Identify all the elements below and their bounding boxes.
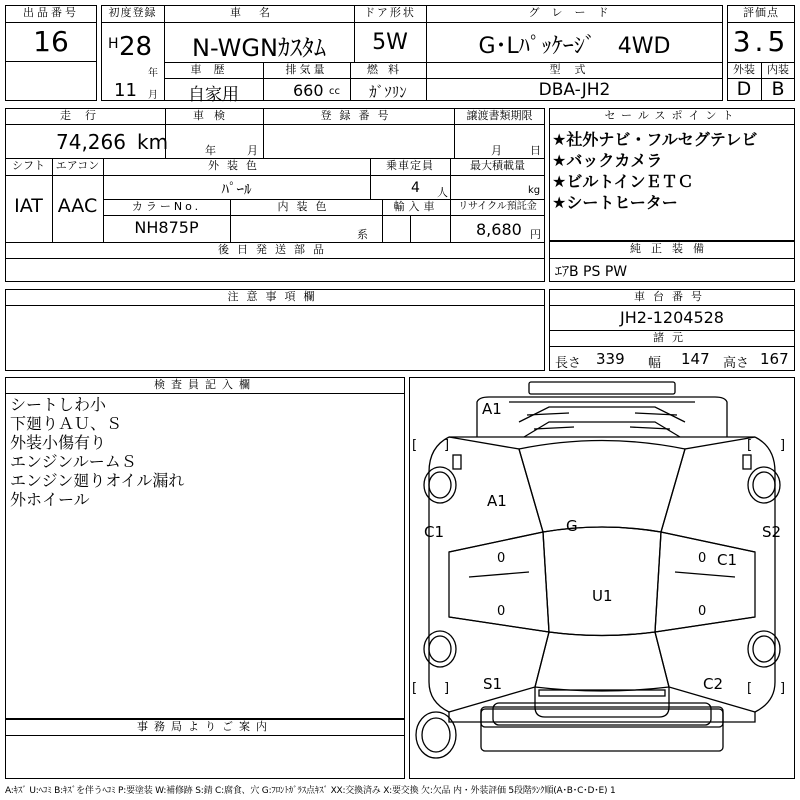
transfer-day: 日 bbox=[530, 144, 541, 157]
bracket-mark: [ bbox=[412, 438, 418, 453]
damage-mark: A1 bbox=[482, 400, 502, 418]
sales-point-item: ★シートヒーター bbox=[552, 193, 678, 212]
recycle-fee-unit: 円 bbox=[530, 228, 541, 241]
inspector-note: シートしわ小 bbox=[10, 395, 107, 414]
recycle-label: リサイクル預託金 bbox=[458, 201, 537, 212]
aircon-label: エアコン bbox=[55, 159, 100, 172]
inspection-month: 月 bbox=[247, 144, 258, 157]
inspector-label: 検査員記入欄 bbox=[154, 378, 256, 391]
equipment: ｴｱB PS PW bbox=[555, 264, 628, 280]
exterior-color: ﾊﾟｰﾙ bbox=[221, 180, 252, 198]
inspector-note: 外ホイール bbox=[10, 490, 90, 509]
exterior-score: D bbox=[736, 78, 752, 100]
width-label: 幅 bbox=[648, 356, 662, 371]
chassis-label: 車台番号 bbox=[634, 290, 710, 303]
zero-mark: 0 bbox=[497, 604, 506, 619]
zero-mark: 0 bbox=[497, 551, 506, 566]
damage-mark: C2 bbox=[703, 675, 724, 693]
damage-mark: A1 bbox=[487, 492, 507, 510]
height-label: 高さ bbox=[723, 356, 750, 371]
reg-year: 28 bbox=[119, 32, 153, 62]
capacity-unit: 人 bbox=[437, 186, 448, 199]
bracket-mark: ] bbox=[444, 681, 450, 696]
max-load-label: 最大積載量 bbox=[470, 159, 525, 172]
door: 5W bbox=[372, 30, 408, 55]
damage-mark: S2 bbox=[762, 523, 782, 541]
damage-mark: C1 bbox=[424, 523, 445, 541]
sales-points-list bbox=[552, 129, 757, 213]
history: 自家用 bbox=[188, 85, 239, 105]
score-label: 評価点 bbox=[743, 6, 779, 19]
dims-label: 諸元 bbox=[653, 331, 691, 344]
fuel-label: 燃料 bbox=[367, 63, 409, 76]
exterior-color-label: 外装色 bbox=[208, 159, 265, 172]
length-label: 長さ bbox=[555, 356, 582, 371]
transfer-month: 月 bbox=[491, 144, 502, 157]
interior-score: B bbox=[771, 78, 785, 100]
inspection-label: 車検 bbox=[193, 109, 235, 122]
grade: G･Lﾊﾟｯｹｰｼﾞ 4WD bbox=[478, 34, 671, 59]
length: 339 bbox=[596, 350, 625, 368]
color-no-label: カラーNo. bbox=[131, 200, 202, 213]
first-reg-label: 初度登録 bbox=[108, 6, 157, 19]
sales-point-item: ★社外ナビ・フルセグテレビ bbox=[552, 130, 758, 149]
width: 147 bbox=[681, 350, 710, 368]
interior-color-unit: 系 bbox=[357, 228, 368, 241]
damage-mark: S1 bbox=[483, 675, 503, 693]
recycle-fee: 8,680 bbox=[476, 220, 522, 239]
model-label: 型式 bbox=[549, 63, 600, 76]
history-label: 車歴 bbox=[190, 63, 237, 76]
bracket-mark: ] bbox=[780, 681, 786, 696]
transfer-deadline-label: 譲渡書類期限 bbox=[466, 109, 533, 122]
shift: IAT bbox=[14, 195, 43, 217]
door-label: ドア形状 bbox=[364, 6, 416, 19]
legend: A:ｷｽﾞ U:ﾍｺﾐ B:ｷｽﾞを伴うﾍｺﾐ P:要塗装 W:補修跡 S:錆 C:腐食、穴 G:ﾌﾛﾝﾄｶﾞﾗｽ点ｷｽﾞ XX:交換済み X:要交換 欠:欠品 内・外装評価 5段階ﾗﾝｸ順(A･B･C･D･E) 1 bbox=[5, 786, 616, 796]
interior-color-label: 内装色 bbox=[277, 200, 335, 213]
reg-month: 11 bbox=[114, 80, 137, 101]
displacement: 660 bbox=[293, 81, 324, 100]
bracket-mark: ] bbox=[444, 438, 450, 453]
mileage-label: 走行 bbox=[60, 109, 110, 122]
sales-point-item: ★ビルトインＥＴＣ bbox=[552, 172, 694, 191]
lot-number: 16 bbox=[33, 25, 69, 58]
car-diagram bbox=[409, 377, 795, 779]
displacement-unit: cc bbox=[329, 86, 340, 97]
mileage-unit: km bbox=[137, 130, 169, 154]
lot-number-label: 出品番号 bbox=[23, 6, 79, 19]
equipment-label: 純正装備 bbox=[630, 242, 714, 255]
reg-year-unit: 年 bbox=[148, 68, 158, 79]
displacement-label: 排気量 bbox=[285, 63, 328, 76]
chassis-number: JH2-1204528 bbox=[620, 308, 724, 327]
model: DBA-JH2 bbox=[538, 80, 611, 100]
damage-mark: U1 bbox=[592, 587, 613, 605]
car-name-label: 車名 bbox=[230, 6, 288, 19]
era: H bbox=[108, 36, 119, 52]
reg-month-unit: 月 bbox=[148, 90, 158, 101]
notes-label: 注意事項欄 bbox=[227, 290, 323, 303]
bracket-mark: ] bbox=[780, 438, 786, 453]
later-parts-label: 後日発送部品 bbox=[218, 243, 332, 256]
inspector-note: 外装小傷有り bbox=[10, 433, 107, 452]
mileage: 74,266 bbox=[56, 130, 126, 154]
car-name: N-WGNｶｽﾀﾑ bbox=[192, 34, 326, 62]
height: 167 bbox=[760, 350, 789, 368]
bracket-mark: [ bbox=[412, 681, 418, 696]
office-label: 事務局よりご案内 bbox=[137, 720, 273, 733]
sales-points-label: セールスポイント bbox=[604, 109, 740, 122]
fuel: ｶﾞｿﾘﾝ bbox=[369, 83, 407, 101]
inspector-note: エンジンルームＳ bbox=[10, 452, 137, 471]
score: 3.5 bbox=[732, 25, 790, 58]
sales-point-item: ★バックカメラ bbox=[552, 151, 663, 170]
grade-label: グレード bbox=[528, 6, 621, 19]
damage-mark: G bbox=[566, 517, 578, 535]
inspector-notes bbox=[10, 395, 184, 509]
interior-label: 内装 bbox=[767, 63, 789, 76]
shift-label: シフト bbox=[12, 159, 45, 172]
damage-mark: C1 bbox=[717, 551, 738, 569]
exterior-label: 外装 bbox=[733, 63, 755, 76]
aircon: AAC bbox=[57, 195, 98, 217]
capacity: 4 bbox=[411, 180, 420, 196]
color-no: NH875P bbox=[134, 218, 199, 237]
import-label: 輸入車 bbox=[393, 200, 439, 213]
inspector-note: エンジン廻りオイル漏れ bbox=[10, 471, 185, 490]
inspector-note: 下廻りＡＵ、Ｓ bbox=[10, 414, 123, 433]
zero-mark: 0 bbox=[698, 604, 707, 619]
capacity-label: 乗車定員 bbox=[386, 159, 434, 172]
reg-number-label: 登録番号 bbox=[320, 109, 397, 122]
bracket-mark: [ bbox=[747, 681, 753, 696]
bracket-mark: [ bbox=[747, 438, 753, 453]
max-load-unit: kg bbox=[528, 185, 541, 196]
zero-mark: 0 bbox=[698, 551, 707, 566]
inspection-year: 年 bbox=[205, 144, 216, 157]
